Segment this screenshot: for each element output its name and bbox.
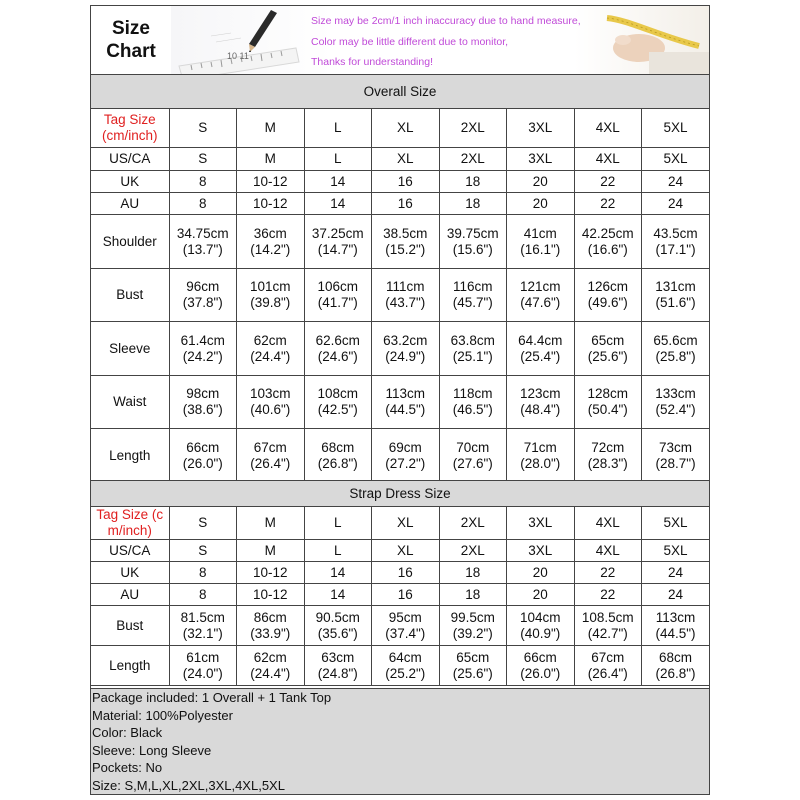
note-inaccuracy: Size may be 2cm/1 inch inaccuracy due to hand measure, [311, 15, 581, 27]
measurement-inch: (17.1") [655, 241, 696, 257]
measurement-cm: 63.2cm [383, 332, 428, 348]
measurement-inch: (42.7") [587, 625, 628, 641]
measurement-cm: 62.6cm [315, 332, 360, 348]
measurement-inch: (15.2") [385, 241, 426, 257]
size-cell: 4XL [574, 148, 642, 171]
measurement-cm: 113cm [385, 386, 426, 401]
ruler-marks: 10 11 [227, 51, 249, 61]
measurement-cell [642, 376, 710, 429]
table-row [91, 376, 709, 429]
size-cell: 8 [169, 562, 237, 584]
note-color: Color may be little different due to monitor, [311, 36, 509, 48]
measurement-cell [642, 606, 710, 646]
measurement-cm: 64.4cm [518, 332, 563, 348]
measurement-inch: (26.8") [655, 665, 696, 681]
size-cell: M [237, 109, 305, 148]
measurement-inch: (37.4") [385, 625, 426, 641]
measurement-cm: 113cm [655, 609, 696, 625]
measurement-cm: 86cm [253, 609, 287, 625]
measurement-cm: 108cm [317, 386, 359, 401]
measurement-inch: (38.6") [182, 402, 223, 417]
measurement-cm: 111cm [385, 279, 425, 294]
table-row [91, 584, 709, 606]
measurement-cm: 34.75cm [176, 225, 229, 241]
row-label: Bust [91, 606, 169, 646]
strap-dress-size-table [91, 480, 709, 686]
measurement-inch: (52.4") [655, 402, 696, 417]
measurement-cm: 62cm [253, 332, 287, 348]
size-cell: 22 [574, 562, 642, 584]
size-cell: 14 [304, 562, 372, 584]
measurement-cm: 133cm [655, 386, 696, 401]
table-row [91, 193, 709, 215]
measurement-cm: 121cm [519, 279, 561, 294]
measurement-cm: 131cm [655, 279, 696, 294]
info-material: Material: 100%Polyester [92, 707, 233, 723]
measurement-cell [237, 606, 305, 646]
measurement-cm: 37.25cm [311, 225, 364, 241]
size-cell: 14 [304, 584, 372, 606]
measurement-cm: 99.5cm [450, 609, 495, 625]
measurement-cell [439, 322, 507, 376]
measurement-cm: 61.4cm [180, 332, 225, 348]
size-cell: 18 [439, 562, 507, 584]
measurement-inch: (39.8") [250, 295, 291, 310]
size-cell: 16 [372, 193, 440, 215]
measurement-inch: (26.8") [317, 455, 358, 471]
measurement-cell [372, 322, 440, 376]
measurement-cell [372, 215, 440, 269]
measurement-inch: (25.6") [452, 665, 493, 681]
size-cell: 18 [439, 584, 507, 606]
measurement-cm: 123cm [519, 386, 561, 401]
note-thanks: Thanks for understanding! [311, 56, 433, 68]
measurement-cell [304, 429, 372, 483]
measurement-inch: (32.1") [182, 625, 223, 641]
measurement-cell [169, 322, 237, 376]
measurement-inch: (14.2") [250, 241, 291, 257]
measurement-cell [574, 606, 642, 646]
measurement-cm: 106cm [317, 279, 359, 294]
measurement-cell [169, 269, 237, 322]
size-cell: L [304, 109, 372, 148]
size-cell: S [169, 540, 237, 562]
size-cell: XL [372, 540, 440, 562]
size-cell: M [237, 540, 305, 562]
measurement-cm: 63cm [321, 649, 355, 665]
measurement-cm: 64cm [388, 649, 422, 665]
size-cell: S [169, 148, 237, 171]
size-cell: 2XL [439, 507, 507, 540]
measurement-cell [439, 376, 507, 429]
measurement-inch: (16.6") [587, 241, 628, 257]
measurement-cell [237, 376, 305, 429]
size-cell: 24 [642, 171, 710, 193]
size-cell: 8 [169, 193, 237, 215]
size-cell: 16 [372, 562, 440, 584]
measurement-cell [507, 269, 575, 322]
measurement-cell [304, 646, 372, 686]
measurement-cm: 126cm [587, 279, 629, 294]
size-cell: 8 [169, 584, 237, 606]
row-label: AU [91, 193, 169, 215]
table-row [91, 540, 709, 562]
measurement-cell [507, 376, 575, 429]
tag-size-label: Tag Size (cm/inch) [91, 109, 169, 148]
size-cell: 20 [507, 562, 575, 584]
measurement-inch: (28.7") [655, 455, 696, 471]
table-row [91, 429, 709, 483]
size-cell: M [237, 507, 305, 540]
size-cell: 5XL [642, 109, 710, 148]
size-cell: XL [372, 507, 440, 540]
measurement-cell [642, 269, 710, 322]
measurement-cell [237, 269, 305, 322]
measurement-cm: 103cm [249, 386, 291, 401]
measurement-inch: (24.6") [317, 348, 358, 364]
size-cell: 24 [642, 584, 710, 606]
size-cell: S [169, 109, 237, 148]
measurement-cell [507, 606, 575, 646]
measurement-cell [237, 646, 305, 686]
measurement-inch: (42.5") [317, 402, 358, 417]
measurement-cell [642, 429, 710, 483]
measurement-cm: 90.5cm [315, 609, 360, 625]
info-color: Color: Black [92, 725, 163, 741]
size-cell: M [237, 148, 305, 171]
measurement-cell [304, 215, 372, 269]
measurement-cell [574, 646, 642, 686]
measurement-inch: (44.5") [655, 625, 696, 641]
measurement-inch: (28.0") [520, 455, 561, 471]
measurement-cm: 98cm [186, 386, 220, 401]
size-cell: 5XL [642, 507, 710, 540]
measurement-inch: (48.4") [520, 402, 561, 417]
row-label: US/CA [91, 540, 169, 562]
measurement-inch: (24.2") [182, 348, 223, 364]
measurement-cell [642, 646, 710, 686]
measurement-cm: 68cm [321, 439, 355, 455]
size-chart-document [90, 5, 710, 795]
row-label: Length [91, 646, 169, 686]
info-package: Package included: 1 Overall + 1 Tank Top [92, 690, 332, 705]
size-cell: 10-12 [237, 193, 305, 215]
row-label: UK [91, 171, 169, 193]
measurement-inch: (37.8") [182, 295, 223, 310]
table-row [91, 606, 709, 646]
size-cell: 2XL [439, 540, 507, 562]
row-label: UK [91, 562, 169, 584]
size-cell: 10-12 [237, 171, 305, 193]
measurement-cm: 62cm [253, 649, 287, 665]
measurement-inch: (26.0") [520, 665, 561, 681]
measurement-inch: (44.5") [385, 402, 426, 417]
measurement-inch: (15.6") [452, 241, 493, 257]
measurement-inch: (28.3") [587, 455, 628, 471]
measurement-cm: 95cm [388, 609, 422, 625]
size-cell: 20 [507, 584, 575, 606]
measurement-cell [169, 606, 237, 646]
measurement-cell [507, 215, 575, 269]
table-row [91, 171, 709, 193]
table-row [91, 148, 709, 171]
measurement-cm: 38.5cm [383, 225, 428, 241]
measurement-cm: 63.8cm [450, 332, 495, 348]
title-line-chart: Chart [106, 41, 156, 62]
measurement-cell [372, 269, 440, 322]
measurement-cell [169, 646, 237, 686]
measurement-cell [372, 376, 440, 429]
measurement-cell [574, 215, 642, 269]
measurement-inch: (39.2") [452, 625, 493, 641]
size-cell: 4XL [574, 540, 642, 562]
size-cell: 22 [574, 193, 642, 215]
size-cell: 3XL [507, 109, 575, 148]
measurement-cell [642, 215, 710, 269]
table-row [91, 507, 709, 540]
measurement-cell [372, 429, 440, 483]
measurement-cell [237, 215, 305, 269]
size-cell: L [304, 507, 372, 540]
measurement-cell [507, 322, 575, 376]
size-cell: 3XL [507, 507, 575, 540]
size-cell: XL [372, 148, 440, 171]
measurement-cm: 72cm [591, 439, 625, 455]
measurement-inch: (27.6") [452, 455, 493, 471]
measurement-inch: (26.0") [182, 455, 223, 471]
overall-size-table [91, 74, 709, 483]
measurement-inch: (24.0") [182, 665, 223, 681]
size-cell: 2XL [439, 148, 507, 171]
table-row [91, 215, 709, 269]
measurement-cm: 61cm [186, 649, 220, 665]
measurement-inch: (33.9") [250, 625, 291, 641]
measurement-cm: 41cm [523, 225, 557, 241]
size-cell: 4XL [574, 507, 642, 540]
size-cell: 4XL [574, 109, 642, 148]
size-cell: 18 [439, 171, 507, 193]
measurement-cell [169, 429, 237, 483]
measurement-cm: 108.5cm [581, 609, 634, 625]
measurement-cell [372, 606, 440, 646]
measurement-cm: 65.6cm [653, 332, 698, 348]
row-label: Shoulder [91, 215, 169, 269]
table-row [91, 646, 709, 686]
measurement-inch: (14.7") [317, 241, 358, 257]
row-label: Waist [91, 376, 169, 429]
table-row [91, 109, 709, 148]
measurement-cm: 118cm [452, 386, 493, 401]
size-cell: 3XL [507, 540, 575, 562]
size-cell: L [304, 540, 372, 562]
measurement-inch: (26.4") [587, 665, 628, 681]
measurement-cm: 101cm [249, 279, 291, 294]
size-cell: S [169, 507, 237, 540]
measurement-cm: 65cm [591, 332, 625, 348]
tag-size-label: Tag Size (c m/inch) [91, 507, 169, 540]
info-sleeve: Sleeve: Long Sleeve [92, 742, 212, 758]
measurement-cell [169, 376, 237, 429]
size-cell: 24 [642, 193, 710, 215]
size-cell: 5XL [642, 148, 710, 171]
size-cell: 20 [507, 171, 575, 193]
measurement-inch: (49.6") [587, 295, 628, 310]
measurement-cm: 81.5cm [180, 609, 225, 625]
size-cell: 14 [304, 193, 372, 215]
measurement-cell [304, 269, 372, 322]
measurement-cm: 67cm [591, 649, 625, 665]
measurement-inch: (25.8") [655, 348, 696, 364]
measurement-inch: (25.4") [520, 348, 561, 364]
measurement-inch: (43.7") [385, 295, 426, 310]
measurement-inch: (35.6") [317, 625, 358, 641]
measurement-cell [439, 646, 507, 686]
measurement-cm: 73cm [659, 439, 693, 455]
measurement-inch: (24.4") [250, 348, 291, 364]
ruler-pencil-illustration [171, 6, 301, 74]
size-cell: 2XL [439, 109, 507, 148]
size-cell: 16 [372, 171, 440, 193]
measurement-cm: 70cm [456, 439, 490, 455]
size-cell: 22 [574, 171, 642, 193]
measurement-inch: (41.7") [317, 295, 358, 310]
measurement-inch: (47.6") [520, 295, 561, 310]
measurement-inch: (24.4") [250, 665, 291, 681]
info-sizes: Size: S,M,L,XL,2XL,3XL,4XL,5XL [92, 777, 285, 793]
measurement-cell [304, 322, 372, 376]
size-cell: 16 [372, 584, 440, 606]
row-label: Sleeve [91, 322, 169, 376]
measurement-cm: 66cm [523, 649, 557, 665]
measurement-cell [439, 269, 507, 322]
measuring-tape-hand-illustration [589, 6, 709, 74]
measurement-cell [439, 429, 507, 483]
measurement-inch: (40.6") [250, 402, 291, 417]
header-banner [171, 6, 709, 74]
measurement-cm: 69cm [388, 439, 422, 455]
measurement-cell [304, 606, 372, 646]
measurement-inch: (45.7") [452, 295, 493, 310]
size-chart-header [91, 6, 709, 75]
size-cell: 20 [507, 193, 575, 215]
row-label: Length [91, 429, 169, 483]
measurement-cell [574, 429, 642, 483]
measurement-inch: (25.6") [587, 348, 628, 364]
measurement-cm: 39.75cm [446, 225, 499, 241]
measurement-cell [574, 376, 642, 429]
measurement-cell [507, 429, 575, 483]
measurement-cm: 67cm [253, 439, 287, 455]
strap-section-title: Strap Dress Size [91, 481, 709, 507]
measurement-inch: (50.4") [587, 402, 628, 417]
measurement-inch: (24.8") [317, 665, 358, 681]
pencil-icon [249, 10, 277, 52]
measurement-inch: (26.4") [250, 455, 291, 471]
size-cell: 24 [642, 562, 710, 584]
measurement-inch: (40.9") [520, 625, 561, 641]
measurement-cell [574, 322, 642, 376]
table-row [91, 269, 709, 322]
measurement-cm: 71cm [523, 439, 557, 455]
measurement-inch: (16.1") [520, 241, 561, 257]
size-cell: 10-12 [237, 584, 305, 606]
measurement-cm: 96cm [186, 279, 220, 294]
size-cell: 14 [304, 171, 372, 193]
measurement-cm: 36cm [253, 225, 287, 241]
measurement-cm: 128cm [587, 386, 629, 401]
measurement-inch: (25.1") [452, 348, 493, 364]
size-cell: 3XL [507, 148, 575, 171]
size-cell: XL [372, 109, 440, 148]
measurement-cell [237, 429, 305, 483]
measurement-cm: 43.5cm [653, 225, 698, 241]
size-cell: 22 [574, 584, 642, 606]
size-cell: L [304, 148, 372, 171]
measurement-cell [439, 606, 507, 646]
measurement-cm: 66cm [186, 439, 220, 455]
measurement-cm: 42.25cm [581, 225, 634, 241]
measurement-cell [237, 322, 305, 376]
measurement-cell [372, 646, 440, 686]
row-label: AU [91, 584, 169, 606]
measurement-inch: (13.7") [182, 241, 223, 257]
table-row [91, 322, 709, 376]
size-cell: 5XL [642, 540, 710, 562]
measurement-inch: (46.5") [452, 402, 493, 417]
table-row [91, 562, 709, 584]
size-cell: 18 [439, 193, 507, 215]
title-line-size: Size [111, 18, 151, 39]
size-cell: 10-12 [237, 562, 305, 584]
measurement-cell [642, 322, 710, 376]
measurement-cm: 65cm [456, 649, 490, 665]
measurement-inch: (51.6") [655, 295, 696, 310]
overall-section-title: Overall Size [91, 75, 709, 109]
measurement-inch: (24.9") [385, 348, 426, 364]
measurement-inch: (25.2") [385, 665, 426, 681]
measurement-inch: (27.2") [385, 455, 426, 471]
measurement-cell [304, 376, 372, 429]
measurement-cell [169, 215, 237, 269]
row-label: Bust [91, 269, 169, 322]
measurement-cm: 104cm [519, 609, 561, 625]
measurement-cm: 116cm [452, 279, 493, 294]
size-cell: 8 [169, 171, 237, 193]
measurement-cm: 68cm [659, 649, 693, 665]
info-pockets: Pockets: No [92, 760, 163, 776]
measurement-cell [574, 269, 642, 322]
measurement-cell [439, 215, 507, 269]
measurement-cell [507, 646, 575, 686]
product-info [91, 688, 709, 794]
row-label: US/CA [91, 148, 169, 171]
size-chart-title [91, 6, 172, 74]
